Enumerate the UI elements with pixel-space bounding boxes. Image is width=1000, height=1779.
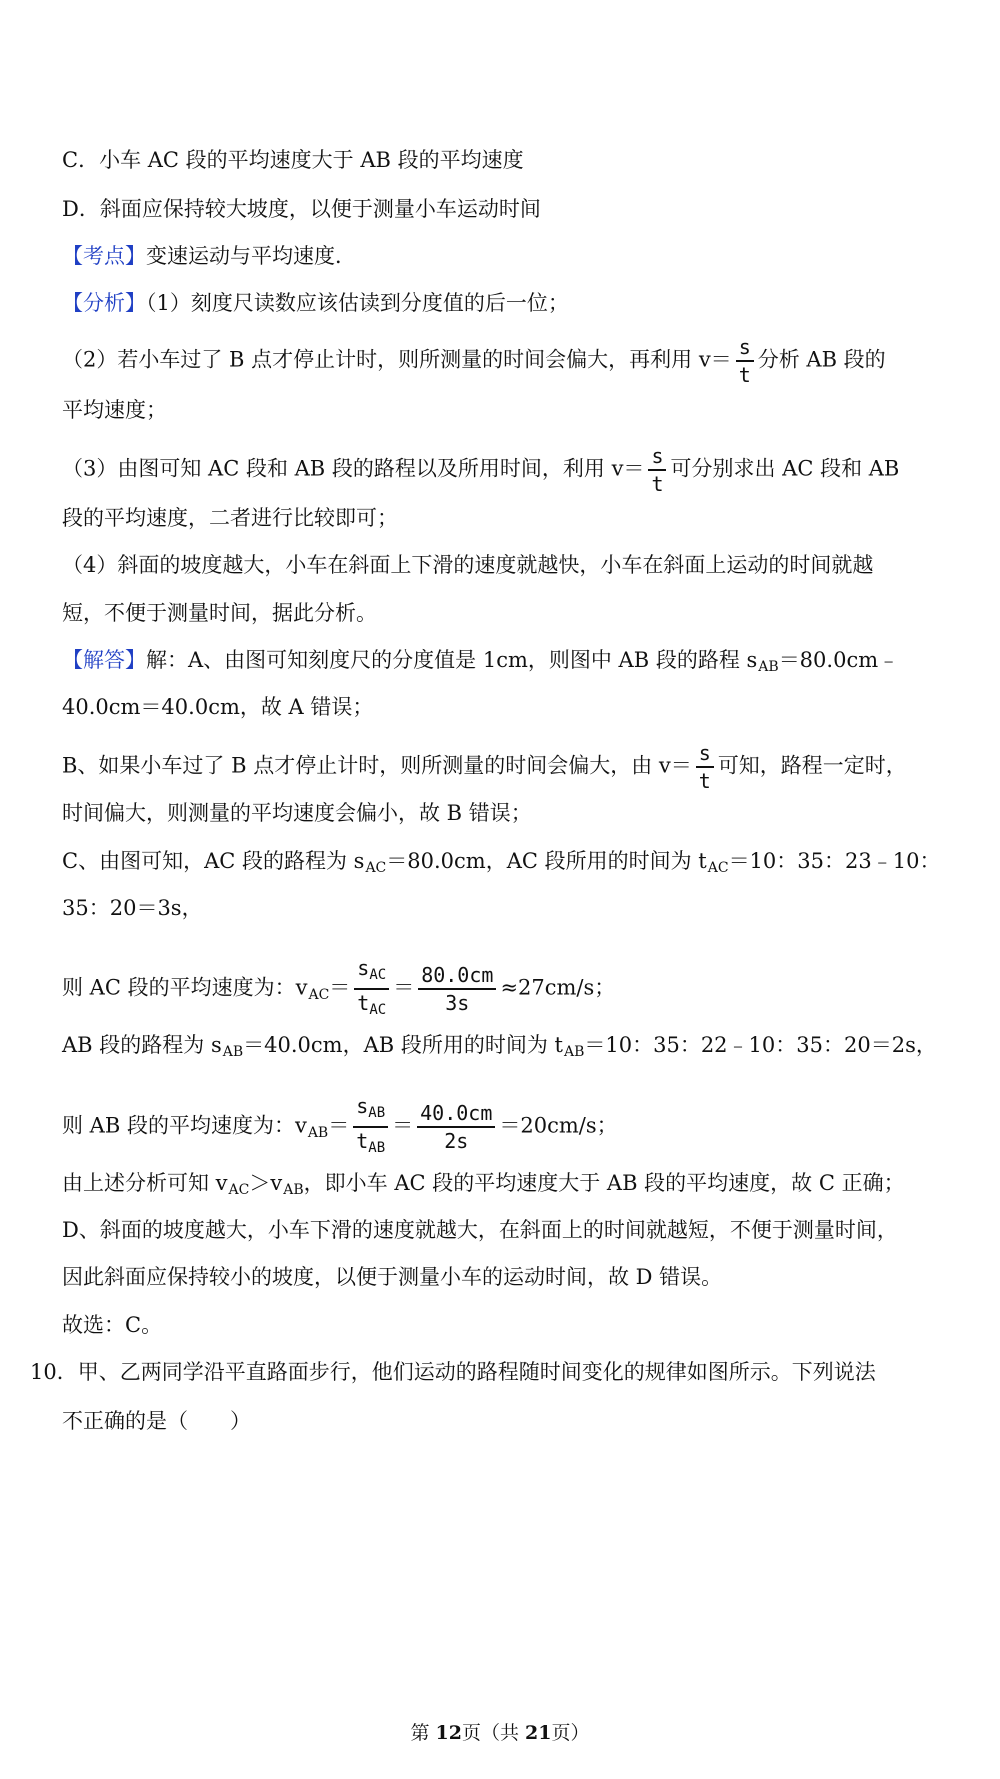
- option-c: C．小车 AC 段的平均速度大于 AB 段的平均速度: [62, 148, 524, 172]
- footer-text-b: 页（共: [461, 1722, 526, 1744]
- answer-line: 故选：C。: [62, 1313, 163, 1337]
- subscript: AB: [758, 659, 779, 675]
- frac-num: 80.0cm: [418, 962, 496, 990]
- subscript: AC: [228, 1182, 250, 1198]
- frac-num: [354, 955, 389, 990]
- vac-text: 则 AC 段的平均速度为：v: [62, 975, 308, 1000]
- jieda-text-c-c: ＝10：35：23﹣10：: [728, 849, 941, 873]
- fraction-s-over-t: [648, 443, 666, 497]
- footer-text-c: 页）: [551, 1722, 590, 1744]
- jieda-line-b-c: 时间偏大，则测量的平均速度会偏小，故 B 错误；: [62, 801, 532, 825]
- footer-text-a: 第: [410, 1722, 436, 1744]
- jieda-text-b-a: B、如果小车过了 B 点才停止计时，则所测量的时间会偏大，由 v＝: [62, 753, 692, 778]
- fenxi-line-3: [62, 443, 960, 497]
- sab-text-a: AB 段的路程为 s: [62, 1033, 222, 1057]
- equals-sign: ＝: [328, 1113, 350, 1138]
- frac-num: s: [648, 443, 666, 471]
- option-d: D．斜面应保持较大坡度，以便于测量小车运动时间: [62, 197, 541, 221]
- fraction-s-over-t: [736, 334, 754, 388]
- frac-num: s: [736, 334, 754, 362]
- equals-sign: ＝: [392, 1113, 414, 1138]
- compare-line: [62, 1168, 960, 1205]
- jieda-line-c: [62, 846, 960, 883]
- jieda-line-b: [62, 740, 960, 794]
- page-number: 12: [435, 1722, 462, 1744]
- cmp-text-a: 由上述分析可知 v: [62, 1171, 228, 1195]
- frac-num: s: [696, 740, 714, 768]
- vac-equation: [62, 955, 960, 1023]
- fraction-value: [418, 962, 496, 1016]
- vab-result: ＝20cm/s；: [499, 1113, 618, 1138]
- fenxi-text-3b: 可分别求出 AC 段和 AB: [670, 456, 900, 481]
- fenxi-text-1: （1）刻度尺读数应该估读到分度值的后一位；: [146, 291, 569, 315]
- frac-var: s: [357, 956, 370, 980]
- frac-var: t: [356, 1129, 369, 1153]
- jieda-line-c-d: 35：20＝3s，: [62, 896, 203, 920]
- subscript: AB: [222, 1044, 244, 1060]
- fraction-sab-over-tab: [353, 1093, 388, 1161]
- frac-subscript: AB: [368, 1140, 386, 1156]
- frac-den: 3s: [445, 991, 470, 1015]
- sab-text-c: ＝10：35：22﹣10：35：20＝2s，: [584, 1033, 937, 1057]
- fenxi-line-1: [62, 288, 960, 318]
- frac-den: t: [738, 363, 751, 387]
- equals-sign: ＝: [329, 975, 351, 1000]
- fraction-sac-over-tac: [354, 955, 389, 1023]
- frac-den: [353, 1128, 388, 1161]
- fenxi-text-2b: 分析 AB 段的: [757, 347, 886, 372]
- jieda-text-1a: 解：A、由图可知刻度尺的分度值是 1cm，则图中 AB 段的路程 s: [146, 648, 758, 672]
- frac-subscript: AC: [369, 1002, 387, 1018]
- jieda-line-1c: 40.0cm＝40.0cm，故 A 错误；: [62, 695, 374, 719]
- sab-line: [62, 1030, 960, 1067]
- fenxi-tag: 【分析】: [62, 291, 146, 315]
- frac-num: 40.0cm: [417, 1100, 495, 1128]
- cmp-text-b: ＞v: [249, 1171, 283, 1195]
- vab-equation: [62, 1093, 960, 1161]
- frac-subscript: AC: [369, 967, 387, 983]
- total-pages: 21: [525, 1722, 552, 1744]
- cmp-text-c: ，即小车 AC 段的平均速度大于 AB 段的平均速度，故 C 正确；: [303, 1171, 905, 1195]
- jieda-line-1: [62, 645, 960, 682]
- fenxi-line-2c: 平均速度；: [62, 398, 167, 422]
- jieda-text-c-a: C、由图可知，AC 段的路程为 s: [62, 849, 365, 873]
- kaodian-text: 变速运动与平均速度．: [146, 244, 356, 268]
- subscript: AC: [308, 986, 330, 1003]
- fenxi-line-4a: （4）斜面的坡度越大，小车在斜面上下滑的速度就越快，小车在斜面上运动的时间就越: [62, 553, 874, 577]
- jieda-text-c-b: ＝80.0cm，AC 段所用的时间为 t: [386, 849, 707, 873]
- fenxi-line-2: [62, 334, 960, 388]
- jieda-d-line-1: D、斜面的坡度越大，小车下滑的速度就越大，在斜面上的时间就越短，不便于测量时间，: [62, 1218, 898, 1242]
- frac-subscript: AB: [368, 1105, 386, 1121]
- subscript: AC: [707, 860, 729, 876]
- frac-var: t: [357, 991, 370, 1015]
- jieda-tag: 【解答】: [62, 648, 146, 672]
- question-10-line-2: 不正确的是（ ）: [62, 1409, 251, 1433]
- subscript: AB: [283, 1182, 304, 1198]
- frac-den: 2s: [444, 1129, 469, 1153]
- subscript: AB: [563, 1044, 585, 1060]
- sab-text-b: ＝40.0cm，AB 段所用的时间为 t: [243, 1033, 563, 1057]
- fenxi-line-3c: 段的平均速度，二者进行比较即可；: [62, 506, 398, 530]
- kaodian-tag: 【考点】: [62, 244, 146, 268]
- subscript: AB: [307, 1124, 329, 1141]
- question-10-line-1: 10．甲、乙两同学沿平直路面步行，他们运动的路程随时间变化的规律如图所示。下列说法: [30, 1360, 876, 1384]
- page-footer: [0, 1718, 1000, 1745]
- fenxi-line-4b: 短，不便于测量时间，据此分析。: [62, 601, 377, 625]
- equals-sign: ＝: [393, 975, 415, 1000]
- frac-den: t: [651, 472, 664, 496]
- jieda-d-line-2: 因此斜面应保持较小的坡度，以便于测量小车的运动时间，故 D 错误。: [62, 1265, 723, 1289]
- fraction-value: [417, 1100, 495, 1154]
- subscript: AC: [365, 860, 387, 876]
- fenxi-text-3a: （3）由图可知 AC 段和 AB 段的路程以及所用时间，利用 v＝: [62, 456, 645, 481]
- frac-num: [353, 1093, 388, 1128]
- kaodian-line: [62, 241, 960, 271]
- fraction-s-over-t: [696, 740, 714, 794]
- fenxi-text-2a: （2）若小车过了 B 点才停止计时，则所测量的时间会偏大，再利用 v＝: [62, 347, 732, 372]
- frac-var: s: [356, 1094, 369, 1118]
- frac-den: [354, 990, 389, 1023]
- vac-result: ≈27cm/s；: [500, 975, 616, 1000]
- vab-text: 则 AB 段的平均速度为：v: [62, 1113, 307, 1138]
- jieda-text-1b: ＝80.0cm﹣: [778, 648, 900, 672]
- frac-den: t: [698, 769, 711, 793]
- jieda-text-b-b: 可知，路程一定时，: [717, 753, 907, 778]
